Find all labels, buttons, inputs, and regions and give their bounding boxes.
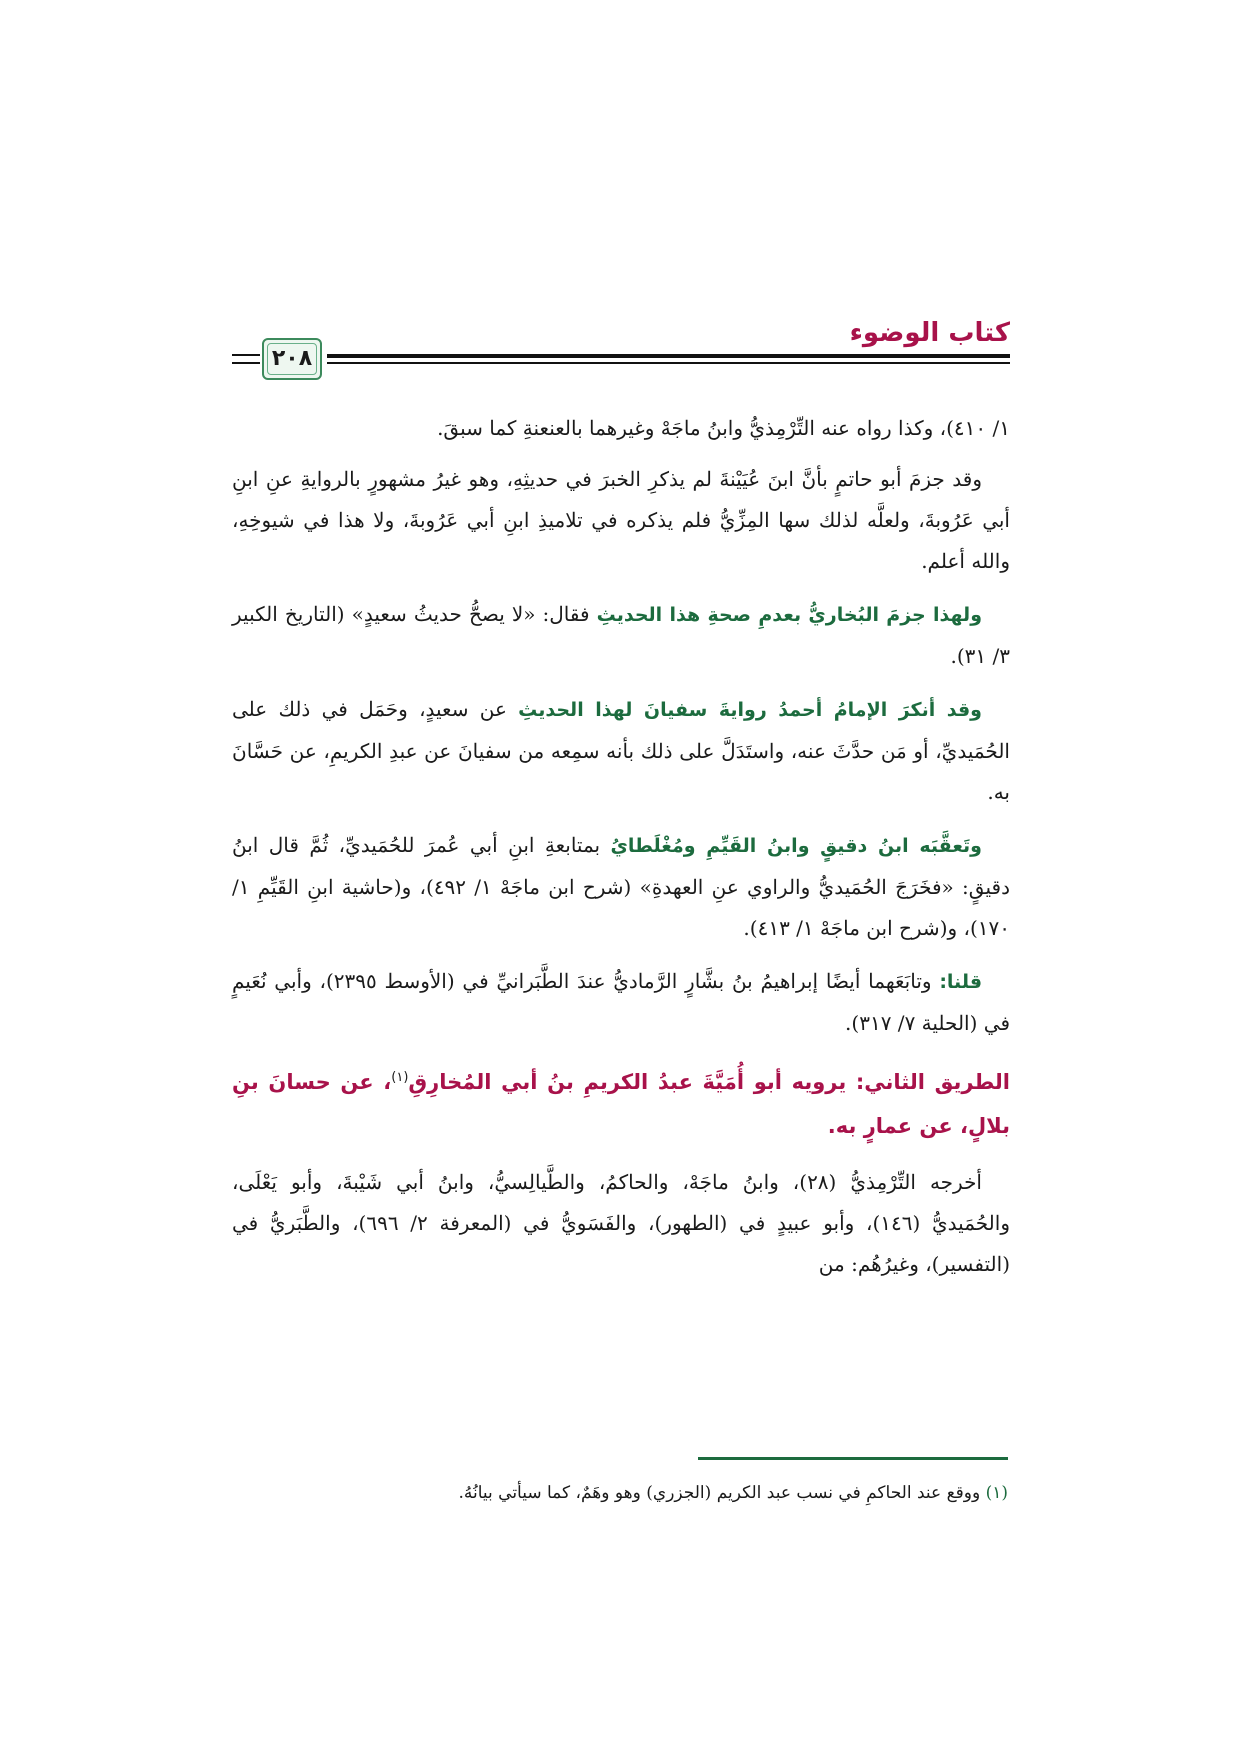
paragraph-4 <box>232 689 1010 813</box>
paragraph-7: أخرجه التِّرْمِذيُّ (٢٨)، وابنُ ماجَهْ، والحاكمُ، والطَّيالِسيُّ، وابنُ أبي شَيْبةَ، وأبو يَعْلَى، والحُمَيديُّ (١٤٦)، وأبو عبيدٍ في (الطهور)، والفَسَويُّ في (المعرفة ٢/ ٦٩٦)، والطَّبَريُّ في (التفسير)، وغيرُهُم: من <box>232 1170 1010 1276</box>
paragraph-5 <box>232 825 1010 949</box>
header-rule-left-bottom <box>232 362 260 364</box>
highlight-ahmad: وقد أنكرَ الإمامُ أحمدُ روايةَ سفيانَ لهذا الحديثِ <box>518 699 982 721</box>
header-rule-thin <box>327 362 1010 364</box>
paragraph-5-text: بمتابعةِ ابنِ أبي عُمرَ للحُمَيديِّ، ثُمَّ قال ابنُ دقيقٍ: «فخَرَجَ الحُمَيديُّ والراوي عنِ العهدةِ» (شرح ابن ماجَهْ ١/ ٤٩٢)، و(حاشية ابنِ القَيِّمِ ١/ ١٧٠)، و(شرح ابن ماجَهْ ١/ ٤١٣). <box>232 833 1010 940</box>
footnote <box>230 1478 1008 1508</box>
header-rule-thick <box>327 354 1010 358</box>
heading-text-rest: ، عن حسانَ بنِ بلالٍ، عن عمارٍ به. <box>232 1070 1010 1138</box>
paragraph-2: وقد جزمَ أبو حاتمٍ بأنَّ ابنَ عُيَيْنةَ لم يذكرِ الخبرَ في حديثِهِ، وهو غيرُ مشهورٍ بالروايةِ عنِ ابنِ أبي عَرُوبةَ، ولعلَّه لذلك سها المِزِّيُّ فلم يذكره في تلاميذِ ابنِ أبي عَرُوبةَ، ولا هذا في شيوخِهِ، والله أعلم. <box>232 467 1010 573</box>
paragraph-6 <box>232 961 1010 1044</box>
page-number: ٢٠٨ <box>271 346 313 371</box>
footnote-text: ووقع عند الحاكمِ في نسب عبد الكريم (الجزري) وهو وهَمٌ، كما سيأتي بيانُهُ. <box>458 1483 986 1503</box>
paragraph-1: ١/ ٤١٠)، وكذا رواه عنه التِّرْمِذيُّ وابنُ ماجَهْ وغيرهما بالعنعنةِ كما سبقَ. <box>437 416 1010 440</box>
heading-text: الطريق الثاني: يرويه أبو أُمَيَّةَ عبدُ الكريمِ بنُ أبي المُخارِقِ <box>408 1070 1011 1094</box>
footnote-number: (١) <box>985 1483 1008 1503</box>
header-rule-left-top <box>232 354 260 356</box>
paragraph-4-text: عن سعيدٍ، وحَمَل في ذلك على الحُمَيديِّ، أو مَن حدَّثَ عنه، واستَدَلَّ على ذلك بأنه سمِعه من سفيانَ عن عبدِ الكريمِ، عن حَسَّانَ به. <box>232 697 1010 804</box>
page-body <box>232 408 1010 1297</box>
paragraph-3-text: فقال: «لا يصحُّ حديثُ سعيدٍ» (التاريخ الكبير ٣/ ٣١). <box>232 602 1010 668</box>
section-heading <box>232 1056 1010 1148</box>
paragraph-3 <box>232 594 1010 677</box>
chapter-title: كتاب الوضوء <box>849 318 1010 348</box>
page-number-frame <box>262 338 322 380</box>
highlight-qulna: قلنا: <box>939 971 983 993</box>
footnote-separator <box>698 1457 1008 1460</box>
highlight-bukhari: ولهذا جزمَ البُخاريُّ بعدمِ صحةِ هذا الحديثِ <box>596 604 982 626</box>
footnote-ref[interactable]: (١) <box>391 1070 409 1085</box>
highlight-ibn-daqiq: وتَعقَّبَه ابنُ دقيقٍ وابنُ القَيِّمِ ومُغْلَطايُ <box>610 835 982 857</box>
paragraph-6-text: وتابَعَهما أيضًا إبراهيمُ بنُ بشَّارٍ الرَّماديُّ عندَ الطَّبَرانيِّ في (الأوسط ٢٣٩٥)، وأبي نُعَيمٍ في (الحلية ٧/ ٣١٧). <box>232 969 1010 1035</box>
page-header <box>232 318 1010 398</box>
